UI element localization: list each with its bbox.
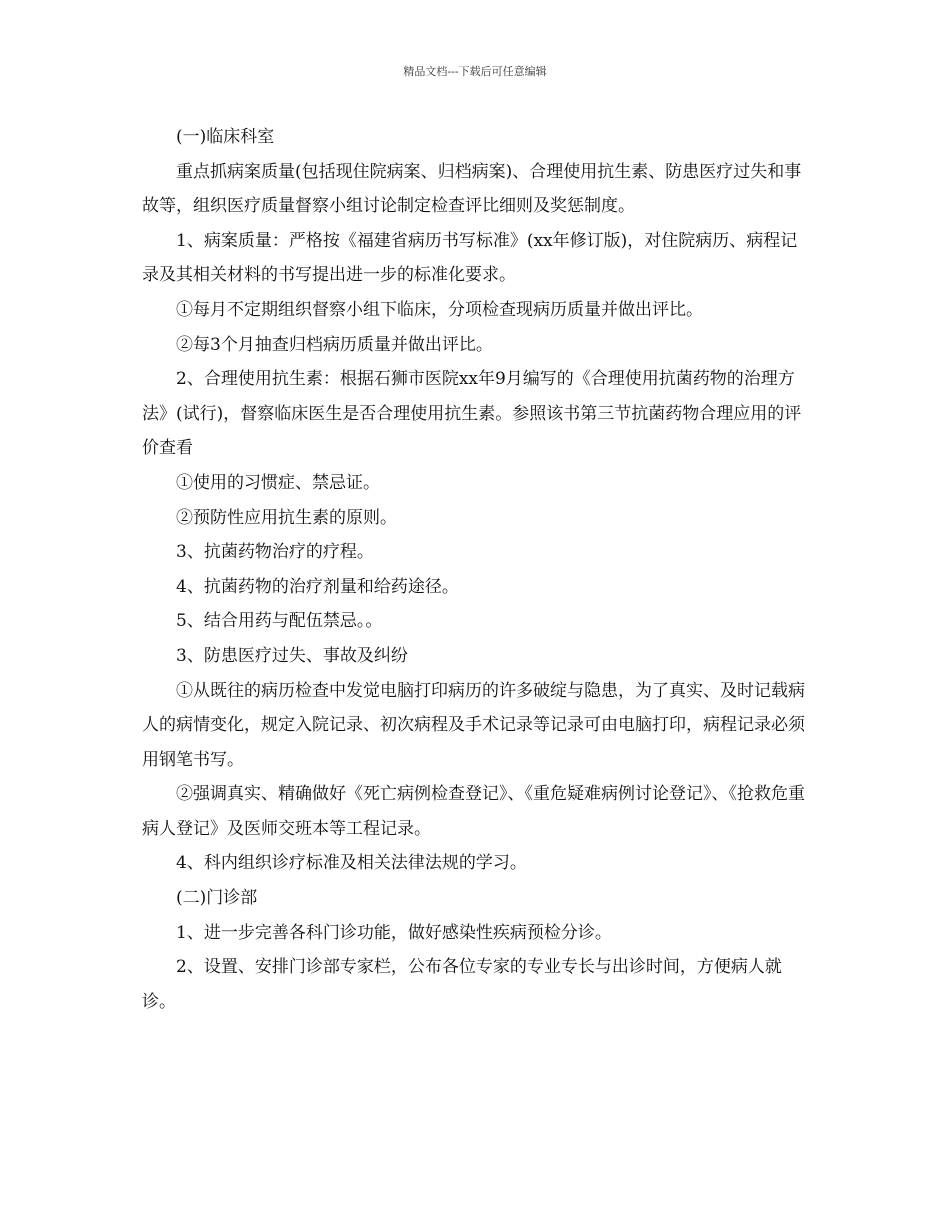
document-body (142, 120, 812, 1019)
page-header: 精品文档---下载后可任意编辑 (403, 65, 547, 78)
list-item: ②强调真实、精确做好《死亡病例检查登记》、《重危疑难病例讨论登记》、《抢救危重病人登记》及医师交班本等工程记录。 (142, 784, 805, 839)
paragraph-intro: 重点抓病案质量(包括现住院病案、归档病案)、合理使用抗生素、防患医疗过失和事故等，组织医疗质量督察小组讨论制定检查评比细则及奖惩制度。 (142, 161, 802, 217)
list-item: 3、抗菌药物治疗的疗程。 (176, 542, 374, 563)
list-item: ①从既往的病历检查中发觉电脑打印病历的许多破绽与隐患，为了真实、及时记载病人的病情变化，规定入院记录、初次病程及手术记录等记录可由电脑打印，病程记录必须用钢笔书写。 (142, 680, 805, 770)
list-item: 1、进一步完善各科门诊功能，做好感染性疾病预检分诊。 (176, 922, 612, 943)
list-item: ①每月不定期组织督察小组下临床，分项检查现病历质量并做出评比。 (176, 299, 703, 320)
paragraph-prevention: 3、防患医疗过失、事故及纠纷 (176, 645, 408, 666)
list-item: ②每3个月抽查归档病历质量并做出评比。 (176, 334, 493, 355)
list-item: 2、设置、安排门诊部专家栏，公布各位专家的专业专长与出诊时间，方便病人就诊。 (142, 957, 782, 1012)
paragraph-medical-records: 1、病案质量：严格按《福建省病历书写标准》(xx年修订版)，对住院病历、病程记录及其相关材料的书写提出进一步的标准化要求。 (142, 230, 798, 286)
paragraph-training: 4、科内组织诊疗标准及相关法律法规的学习。 (176, 853, 527, 874)
paragraph-antibiotics: 2、合理使用抗生素：根据石狮市医院xx年9月编写的《合理使用抗菌药物的治理方法》(试行)，督察临床医生是否合理使用抗生素。参照该书第三节抗菌药物合理应用的评价查看 (142, 369, 802, 459)
list-item: 5、结合用药与配伍禁忌。。 (176, 611, 383, 632)
section-heading-outpatient: (二)门诊部 (176, 888, 258, 909)
list-item: ②预防性应用抗生素的原则。 (176, 507, 397, 528)
list-item: ①使用的习惯症、禁忌证。 (176, 472, 380, 493)
section-heading-clinical: (一)临床科室 (176, 127, 275, 147)
list-item: 4、抗菌药物的治疗剂量和给药途径。 (176, 576, 459, 597)
